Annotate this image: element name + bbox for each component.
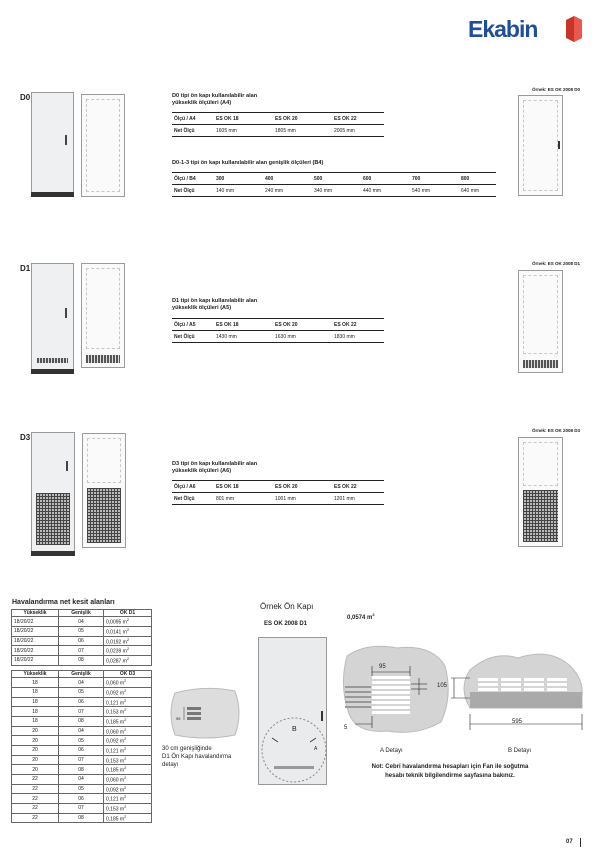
ventilation-title: Havalandırma net kesit alanları <box>12 599 115 606</box>
table-row: 18/20/22 08 0,0287 $m^2$ <box>12 656 152 666</box>
note-text: Not: Cebri havalandırma hesapları için Fan ile soğutma hesabı teknik bilgilendirme sayfasına bakınız. <box>371 764 529 779</box>
dim-95-small: 95 <box>176 716 181 721</box>
section-label-d1: D1 <box>20 264 31 273</box>
d1-example-caption: Örnek: ES OK 2008 D1 <box>531 261 580 266</box>
page-divider <box>580 838 581 847</box>
d3-frame-drawing <box>82 433 126 548</box>
d1-frame-drawing <box>81 263 125 368</box>
table-row: 22 07 0,153 $m^2$ <box>12 803 152 813</box>
table-row: 20 04 0,060 $m^2$ <box>12 726 152 736</box>
d0-width-table: Ölçü / B4 300 400 500 600 700 800 Net Ölçü 140 mm 240 mm 340 mm 440 mm 540 mm 640 mm <box>172 172 496 197</box>
vent-detail-caption: 30 cm genişliğinde D1 Ön Kapı havalandırma detayı <box>162 746 232 768</box>
table-row: 18 04 0,060 $m^2$ <box>12 678 152 688</box>
example-door-model: ES OK 2008 D1 <box>264 621 308 627</box>
table-row: 20 05 0,092 $m^2$ <box>12 736 152 746</box>
table-row: 20 07 0,153 $m^2$ <box>12 755 152 765</box>
table-row: 22 05 0,092 $m^2$ <box>12 784 152 794</box>
example-door-title: Örnek Ön Kapı <box>260 602 314 611</box>
b-detail-caption: B Detayı <box>508 748 532 754</box>
d0-height-table: Ölçü / A4 ES OK 18 ES OK 20 ES OK 22 Net Ölçü 1605 mm 1805 mm 2005 mm <box>172 112 384 137</box>
d0-width-table-title: D0-1-3 tipi ön kapı kullanılabilir alan genişlik ölçüleri (B4) <box>172 160 324 166</box>
ventilation-table-d1: Yükseklik Genişlik OK D1 18/20/22 04 0,0095 $m^2$ 18/20/22 05 0,0141 $m^2$ 18/20/22 06 0,0192 $m^2$ 18/20/22 07 0,0239 $m^2$ 18/20/22 08 0,0287 $m^2$ <box>11 609 152 666</box>
table-row: 18/20/22 07 0,0239 $m^2$ <box>12 646 152 656</box>
table-row: 18 08 0,185 $m^2$ <box>12 717 152 727</box>
logo-text: Ekabin <box>468 16 538 42</box>
dim-105: 105 <box>437 683 448 689</box>
cabinet-base <box>31 192 74 197</box>
table-row: 22 06 0,121 $m^2$ <box>12 794 152 804</box>
brand-logo <box>468 14 583 44</box>
dim-95: 95 <box>379 664 386 670</box>
d3-example-caption: Örnek: ES OK 2008 D3 <box>531 428 580 433</box>
example-door-vent-circle <box>254 708 334 788</box>
table-row: 18/20/22 04 0,0095 $m^2$ <box>12 617 152 627</box>
area-value: 0,0574 $m^2$ <box>347 612 375 621</box>
vent-slots <box>86 355 120 363</box>
vent-slots <box>37 358 68 363</box>
marker-b: B <box>292 726 297 733</box>
table-row: 18 05 0,092 $m^2$ <box>12 688 152 698</box>
table-row: 22 08 0,185 $m^2$ <box>12 813 152 823</box>
marker-a: A <box>314 746 318 752</box>
door-handle <box>65 308 67 318</box>
door-handle <box>65 135 67 145</box>
d3-height-table: Ölçü / A6 ES OK 18 ES OK 20 ES OK 22 Net Ölçü 801 mm 1001 mm 1201 mm <box>172 480 384 505</box>
d1-height-table: Ölçü / A5 ES OK 18 ES OK 20 ES OK 22 Net Ölçü 1430 mm 1630 mm 1830 mm <box>172 318 384 343</box>
table-row: 18 06 0,121 $m^2$ <box>12 697 152 707</box>
table-row: 18 07 0,153 $m^2$ <box>12 707 152 717</box>
d0-table-title: D0 tipi ön kapı kullanılabilir alan yükseklik ölçüleri (A4) <box>172 93 258 106</box>
table-row: 20 06 0,121 $m^2$ <box>12 745 152 755</box>
section-label-d3: D3 <box>20 433 31 442</box>
d1-table-title: D1 tipi ön kapı kullanılabilir alan yükseklik ölçüleri (A5) <box>172 298 258 311</box>
d1-example-drawing <box>518 270 563 373</box>
table-row: 18/20/22 05 0,0141 $m^2$ <box>12 627 152 637</box>
d0-frame-drawing <box>81 94 125 197</box>
d3-table-title: D3 tipi ön kapı kullanılabilir alan yükseklik ölçüleri (A6) <box>172 461 258 474</box>
a-detail-caption: A Detayı <box>380 748 403 754</box>
dim-595: 595 <box>512 719 523 725</box>
dim-5: 5 <box>344 725 348 731</box>
ventilation-table-d3: Yükseklik Genişlik OK D3 18 04 0,060 $m^2$ 18 05 0,092 $m^2$ 18 06 0,121 $m^2$ 18 07 0,153 $m^2$ 18 08 0,185 $m^2$ 20 04 0,060 $m^2$ 20 05 0,092 $m^2$ 20 06 0,121 $m^2$ 20 07 0,153 $m^2$ 20 08 0,185 $m^2$ 22 04 0,060 $m^2$ 22 05 0,092 $m^2$ 22 06 0,121 $m^2$ 22 07 0,153 $m^2$ 22 08 0,185 $m^2$ <box>11 670 152 823</box>
cabinet-base <box>31 369 74 374</box>
d0-example-caption: Örnek: ES OK 2008 D0 <box>531 87 580 92</box>
table-row: 20 08 0,185 $m^2$ <box>12 765 152 775</box>
table-row: 18/20/22 06 0,0192 $m^2$ <box>12 636 152 646</box>
page-number: 07 <box>566 839 573 845</box>
d1-cabinet-front <box>31 263 74 370</box>
table-row: 22 04 0,060 $m^2$ <box>12 774 152 784</box>
section-label-d0: D0 <box>20 93 31 102</box>
d3-example-drawing <box>518 437 563 547</box>
fan-grill <box>36 493 70 545</box>
cabinet-base <box>31 551 75 556</box>
d3-cabinet-front <box>31 432 75 552</box>
door-handle <box>66 461 68 471</box>
logo-cube-icon <box>564 14 584 44</box>
fan-grill <box>87 488 121 543</box>
vent-detail-drawing <box>165 683 245 743</box>
d0-cabinet-front <box>31 92 74 193</box>
d0-example-drawing <box>518 95 563 196</box>
